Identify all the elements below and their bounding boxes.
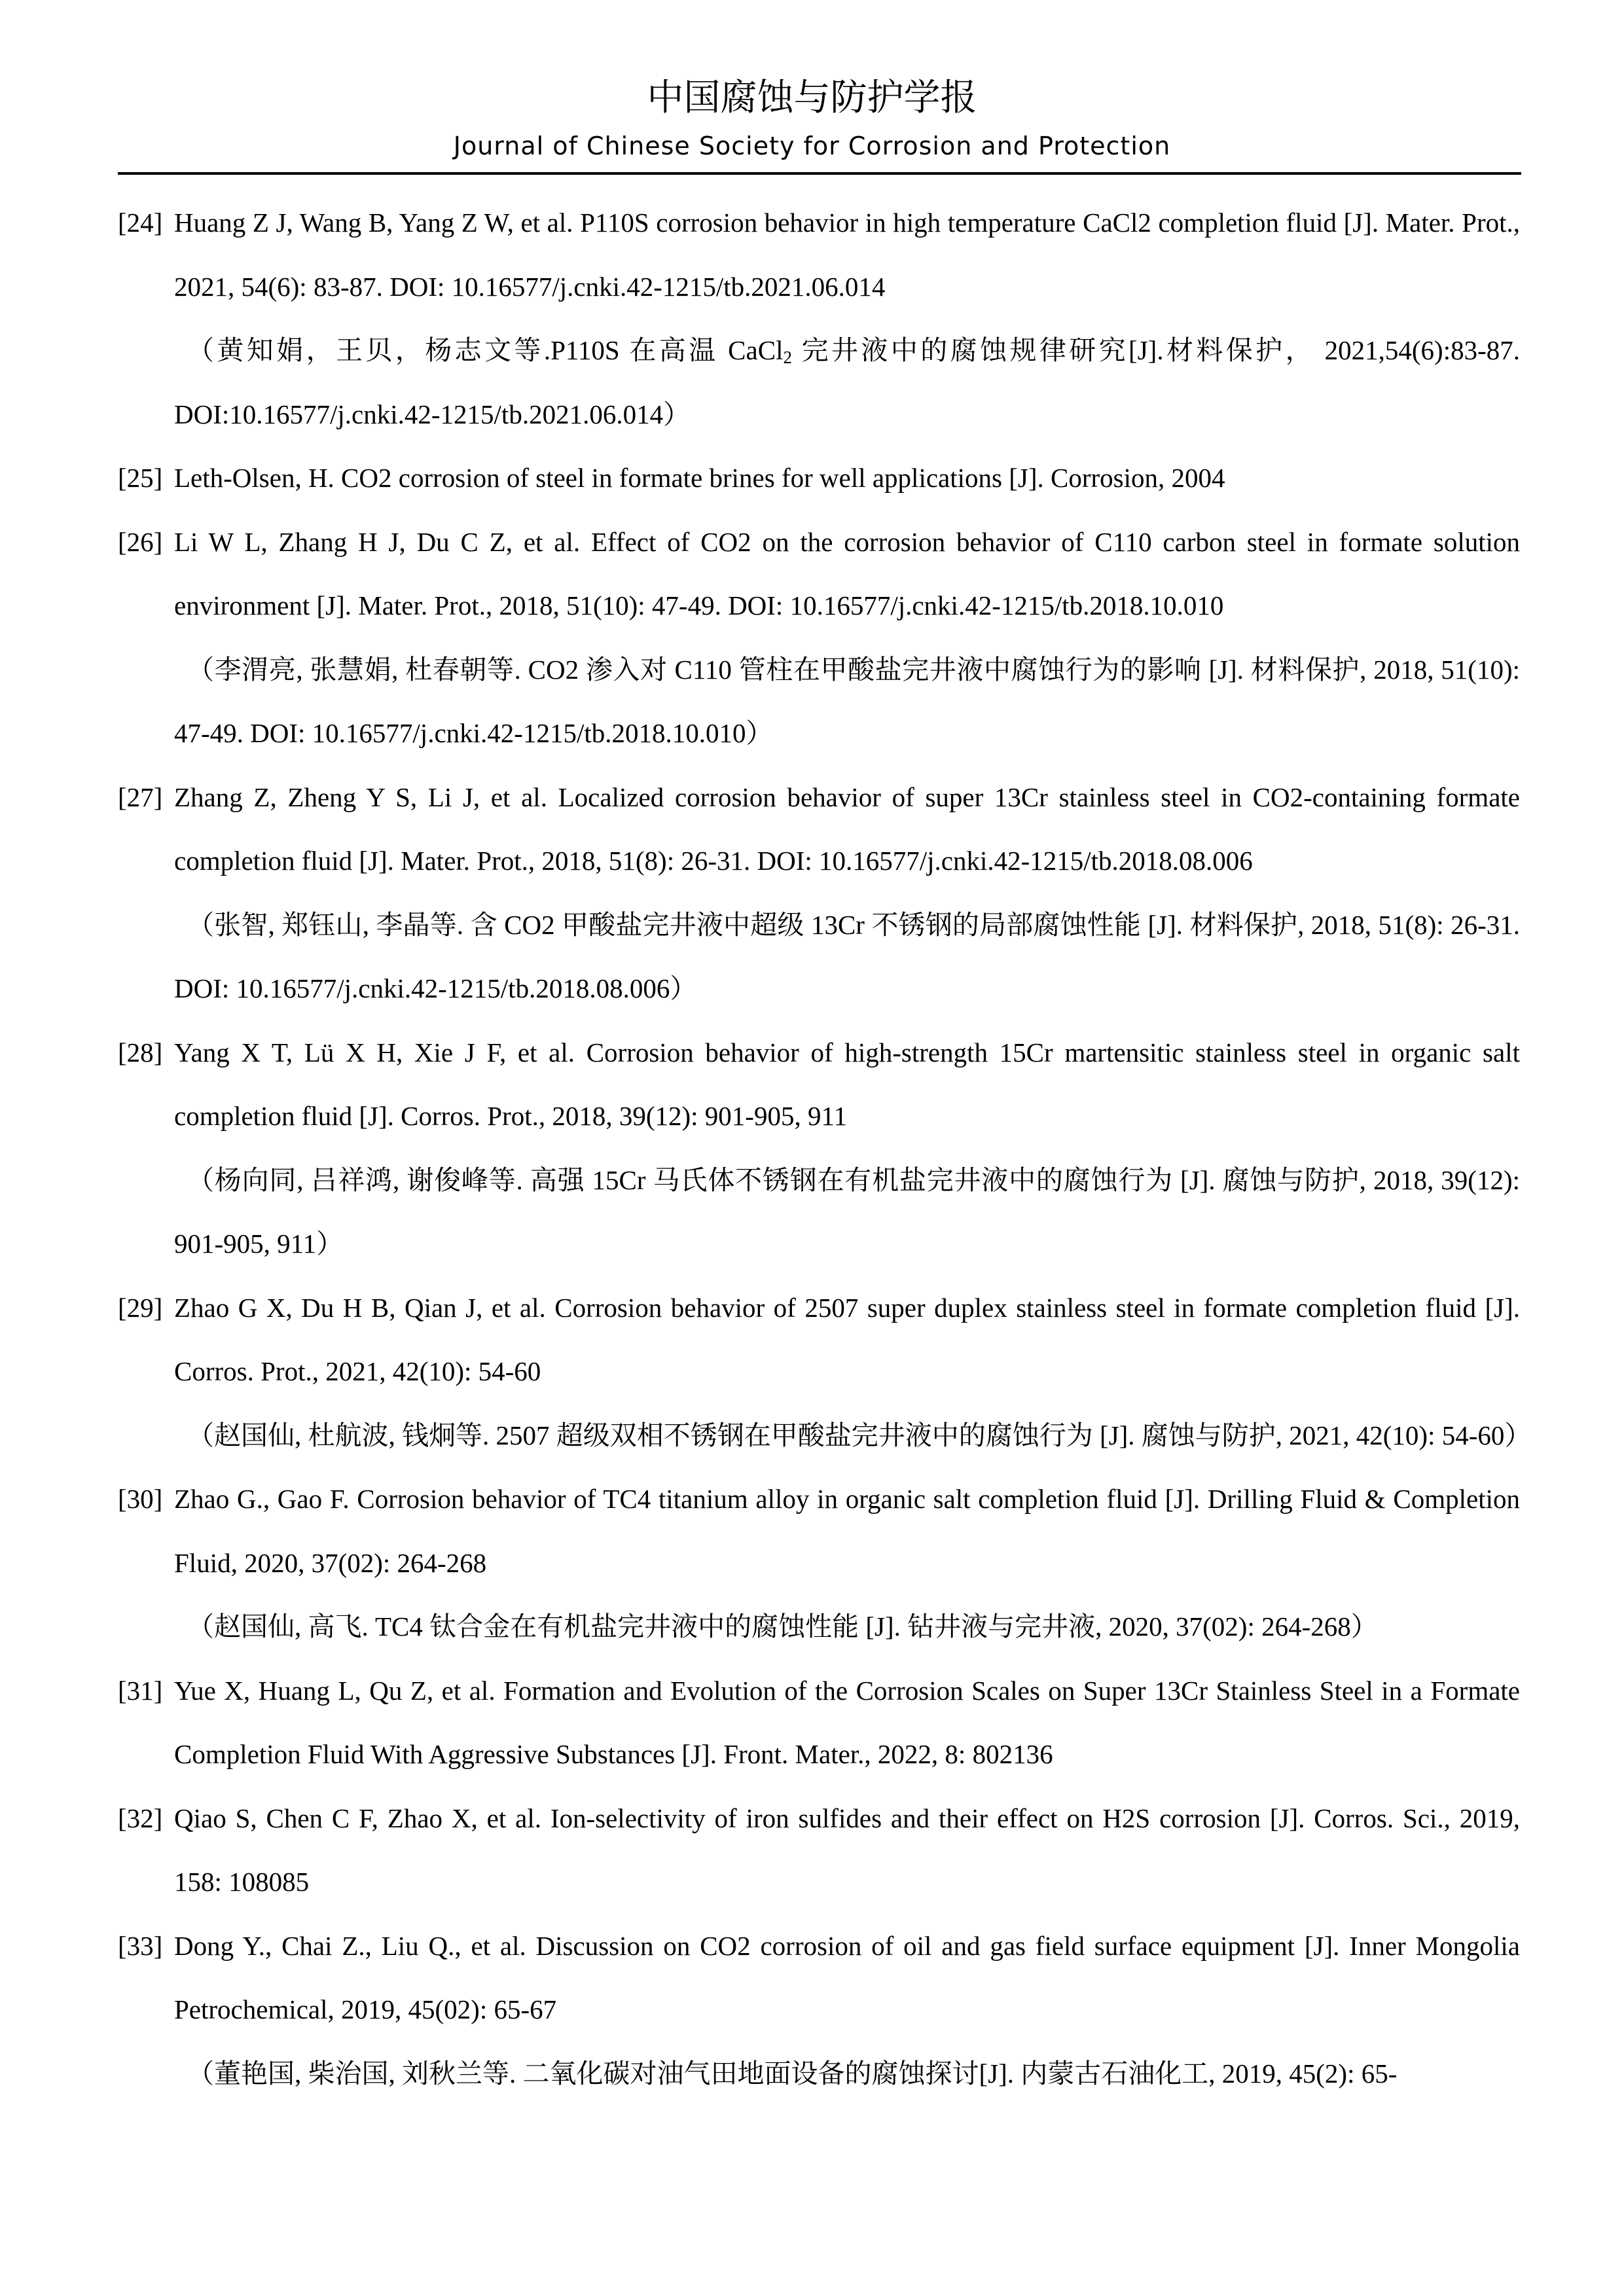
reference-text-cn: （董艳国, 柴治国, 刘秋兰等. 二氧化碳对油气田地面设备的腐蚀探讨[J]. 内蒙古石油化工, 2019, 45(2): 65- [187, 2058, 1398, 2089]
reference-text-en: Huang Z J, Wang B, Yang Z W, et al. P110S corrosion behavior in high temperature CaCl2 completion fluid [J]. Mater. Prot., 2021, 54(6): 83-87. DOI: 10.16577/j.cnki.42-1215/tb.2021.06.014 [174, 207, 1520, 302]
reference-number: [26] [118, 526, 163, 557]
reference-number: [31] [118, 1675, 163, 1706]
reference-number: [33] [118, 1930, 163, 1961]
reference-number: [24] [118, 207, 163, 238]
reference-item-24 [118, 191, 1520, 446]
reference-number: [27] [118, 781, 163, 812]
journal-title-cn: 中国腐蚀与防护学报 [647, 77, 977, 119]
reference-text-cn: （张智, 郑钰山, 李晶等. 含 CO2 甲酸盐完井液中超级 13Cr 不锈钢的局部腐蚀性能 [J]. 材料保护, 2018, 51(8): 26-31. DOI: 10.16577/j.cnki.42-1215/tb.2018.08.006） [174, 909, 1520, 1003]
reference-item-26 [118, 511, 1520, 766]
reference-number: [32] [118, 1803, 163, 1833]
reference-item-25 [118, 446, 1520, 511]
reference-item-29 [118, 1276, 1532, 1468]
reference-number: [30] [118, 1484, 163, 1514]
reference-number: [29] [118, 1292, 163, 1323]
header-divider [118, 172, 1521, 175]
reference-number: [25] [118, 463, 163, 493]
reference-text-en: Yue X, Huang L, Qu Z, et al. Formation and Evolution of the Corrosion Scales on Super 13Cr Stainless Steel in a Formate Completion Fluid With Aggressive Substances [J]. Front. Mater., 2022, 8: 802136 [174, 1675, 1520, 1769]
reference-text-cn: （杨向同, 吕祥鸿, 谢俊峰等. 高强 15Cr 马氏体不锈钢在有机盐完井液中的腐蚀行为 [J]. 腐蚀与防护, 2018, 39(12): 901-905, 911） [174, 1164, 1520, 1259]
reference-text-cn: （黄知娟，王贝，杨志文等.P110S 在高温 CaCl$_2$ 完井液中的腐蚀规律研究[J].材料保护， 2021,54(6):83-87. DOI:10.16577/j.cnki.42-1215/tb.2021.06.014） [174, 335, 1520, 429]
reference-item-28 [118, 1021, 1520, 1276]
reference-text-cn: （李渭亮, 张慧娟, 杜春朝等. CO2 渗入对 C110 管柱在甲酸盐完井液中腐蚀行为的影响 [J]. 材料保护, 2018, 51(10): 47-49. DOI: 10.16577/j.cnki.42-1215/tb.2018.10.010） [174, 654, 1520, 748]
reference-text-en: Qiao S, Chen C F, Zhao X, et al. Ion-selectivity of iron sulfides and their effect on H2S corrosion [J]. Corros. Sci., 2019, 158: 108085 [174, 1803, 1520, 1897]
reference-list [118, 191, 1532, 2106]
journal-title-en: Journal of Chinese Society for Corrosion and Protection [453, 132, 1171, 160]
reference-text-en: Zhang Z, Zheng Y S, Li J, et al. Localized corrosion behavior of super 13Cr stainless steel in CO2-containing formate completion fluid [J]. Mater. Prot., 2018, 51(8): 26-31. DOI: 10.16577/j.cnki.42-1215/tb.2018.08.006 [174, 781, 1520, 876]
reference-item-27 [118, 766, 1520, 1021]
reference-text-en: Dong Y., Chai Z., Liu Q., et al. Discussion on CO2 corrosion of oil and gas field surface equipment [J]. Inner Mongolia Petrochemical, 2019, 45(02): 65-67 [174, 1930, 1520, 2024]
reference-text-en: Li W L, Zhang H J, Du C Z, et al. Effect of CO2 on the corrosion behavior of C110 carbon steel in formate solution environment [J]. Mater. Prot., 2018, 51(10): 47-49. DOI: 10.16577/j.cnki.42-1215/tb.2018.10.010 [174, 526, 1520, 620]
reference-item-31 [118, 1659, 1520, 1787]
reference-text-en: Zhao G X, Du H B, Qian J, et al. Corrosion behavior of 2507 super duplex stainless steel in formate completion fluid [J]. Corros. Prot., 2021, 42(10): 54-60 [174, 1292, 1520, 1386]
reference-item-32 [118, 1787, 1520, 1914]
reference-text-en: Yang X T, Lü X H, Xie J F, et al. Corrosion behavior of high-strength 15Cr martensitic stainless steel in organic salt completion fluid [J]. Corros. Prot., 2018, 39(12): 901-905, 911 [174, 1037, 1520, 1131]
reference-number: [28] [118, 1037, 163, 1067]
reference-text-en: Leth-Olsen, H. CO2 corrosion of steel in formate brines for well applications [J]. Corrosion, 2004 [174, 463, 1225, 493]
reference-item-33 [118, 1914, 1520, 2106]
reference-text-en: Zhao G., Gao F. Corrosion behavior of TC4 titanium alloy in organic salt completion fluid [J]. Drilling Fluid & Completion Fluid, 2020, 37(02): 264-268 [174, 1484, 1520, 1578]
reference-text-cn: （赵国仙, 高飞. TC4 钛合金在有机盐完井液中的腐蚀性能 [J]. 钻井液与完井液, 2020, 37(02): 264-268） [187, 1611, 1378, 1641]
reference-item-30 [118, 1467, 1520, 1659]
reference-text-cn: （赵国仙, 杜航波, 钱炯等. 2507 超级双相不锈钢在甲酸盐完井液中的腐蚀行为 [J]. 腐蚀与防护, 2021, 42(10): 54-60） [187, 1420, 1532, 1450]
